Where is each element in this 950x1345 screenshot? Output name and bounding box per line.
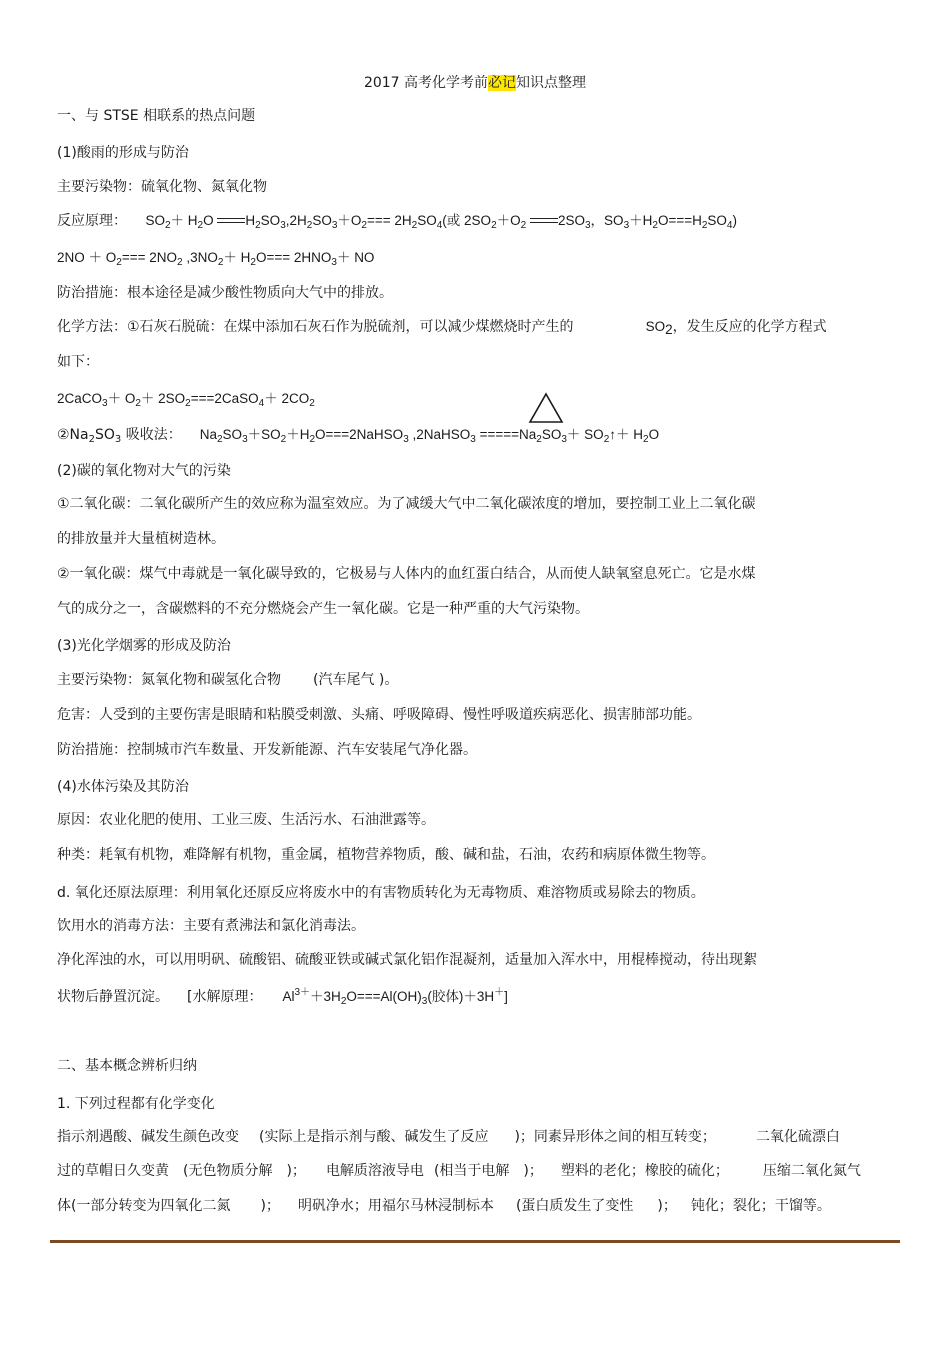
- chemical-method-cont: 如下：: [57, 354, 99, 370]
- purification-text-1: 净化浑浊的水，可以用明矾、硫酸铝、硫酸亚铁或碱式氯化铝作混凝剂，适量加入浑水中，用棍棒搅动，待出现絮: [57, 952, 757, 968]
- water-cause: 原因：农业化肥的使用、工业三废、生活污水、石油泄露等。: [57, 812, 435, 828]
- na2so3-absorption-line: $②Na_2SO_3$ 吸收法： $Na_2SO_3+SO_2+H_2O===2NaHSO_3$ ,2NaHSO$_3$ $=====Na_2SO_3+$ $SO_2↑+ H_2O$: [57, 427, 660, 445]
- item-1-heading: 1. 下列过程都有化学变化: [57, 1096, 215, 1112]
- changes-line-3: 体(一部分转变为四氧化二氮 )； 明矾净水；用福尔马林浸制标本 (蛋白质发生了变性 )； 钝化；裂化；干馏等。: [57, 1198, 831, 1214]
- reaction-principle-line: [57, 212, 737, 230]
- footer-divider: [50, 1240, 900, 1243]
- changes-line-2: 过的草帽日久变黄 (无色物质分解 )； 电解质溶液导电 (相当于电解 )； 塑料的老化；橡胶的硫化； 压缩二氧化氮气: [57, 1163, 861, 1179]
- changes-line-1: 指示剂遇酸、碱发生颜色改变 (实际上是指示剂与酸、碱发生了反应 )；同素异形体之间的相互转变； 二氧化硫漂白: [57, 1129, 840, 1145]
- chemical-method-line: 化学方法：①石灰石脱硫：在煤中添加石灰石作为脱硫剂，可以减少煤燃烧时产生的 $SO_2$，发生反应的化学方程式: [57, 319, 827, 337]
- equation-so2-h2o: $SO_2+ H_2O$ $H_2SO_3,2H_2SO_3+O_2=== 2H_2SO_4$(或 $2SO_2+O_2$ $2SO_3$，$SO_3+H_2O===H_2SO_4$): [145, 213, 737, 231]
- smog-prevention: 防治措施：控制城市汽车数量、开发新能源、汽车安装尾气净化器。: [57, 742, 477, 758]
- highlighted-text: 必记: [488, 75, 517, 91]
- reaction-principle-label: 反应原理：: [57, 213, 127, 229]
- co2-text-2: 的排放量并大量植树造林。: [57, 531, 225, 547]
- heating-triangle-icon: [528, 392, 564, 424]
- water-pollution-heading: (4)水体污染及其防治: [57, 779, 189, 795]
- acid-rain-pollutants: 主要污染物：硫氧化物、氮氧化物: [57, 179, 267, 195]
- section-1-heading: 一、与 STSE 相联系的热点问题: [57, 108, 256, 124]
- disinfection-method: 饮用水的消毒方法：主要有煮沸法和氯化消毒法。: [57, 918, 365, 934]
- purification-text-2: 状物后静置沉淀。 [水解原理： $Al^{3+}+3H_2O===Al(OH)_3$(胶体)＋3H＋]: [57, 987, 508, 1007]
- smog-harm: 危害：人受到的主要伤害是眼睛和粘膜受刺激、头痛、呼吸障碍、慢性呼吸道疾病恶化、损害肺部功能。: [57, 707, 701, 723]
- section-2-heading: 二、基本概念辨析归纳: [57, 1058, 197, 1074]
- co2-text-1: ①二氧化碳：二氧化碳所产生的效应称为温室效应。为了减缓大气中二氧化碳浓度的增加，要控制工业上二氧化碳: [57, 496, 756, 512]
- smog-pollutants: 主要污染物：氮氧化物和碳氢化合物 (汽车尾气 )。: [57, 672, 399, 688]
- co-text-2: 气的成分之一，含碳燃料的不充分燃烧会产生一氧化碳。它是一种严重的大气污染物。: [57, 601, 589, 617]
- smog-heading: (3)光化学烟雾的形成及防治: [57, 638, 231, 654]
- redox-principle: d. 氧化还原法原理：利用氧化还原反应将废水中的有害物质转化为无毒物质、难溶物质或易除去的物质。: [57, 885, 705, 901]
- document-title: 2017 高考化学考前必记知识点整理: [363, 75, 587, 91]
- acid-rain-heading: (1)酸雨的形成与防治: [57, 145, 189, 161]
- equation-caco3: 2CaCO$_3$＋ $O_2+$ $2SO_2===2CaSO_4+ 2CO_2$: [57, 391, 315, 409]
- water-types: 种类：耗氧有机物，难降解有机物，重金属，植物营养物质，酸、碱和盐，石油，农药和病原体微生物等。: [57, 847, 715, 863]
- equation-no-oxidation: $2NO + O_2=== 2NO_2$ $,3NO_2+ H_2O=== 2HNO_3+$ NO: [57, 250, 375, 268]
- reversible-arrow-icon: [217, 216, 245, 226]
- reversible-arrow-icon: [530, 216, 558, 226]
- acid-rain-prevention: 防治措施：根本途径是减少酸性物质向大气中的排放。: [57, 285, 393, 301]
- co-text-1: ②一氧化碳：煤气中毒就是一氧化碳导致的，它极易与人体内的血红蛋白结合，从而使人缺氧窒息死亡。它是水煤: [57, 566, 756, 582]
- carbon-oxide-heading: (2)碳的氧化物对大气的污染: [57, 463, 231, 479]
